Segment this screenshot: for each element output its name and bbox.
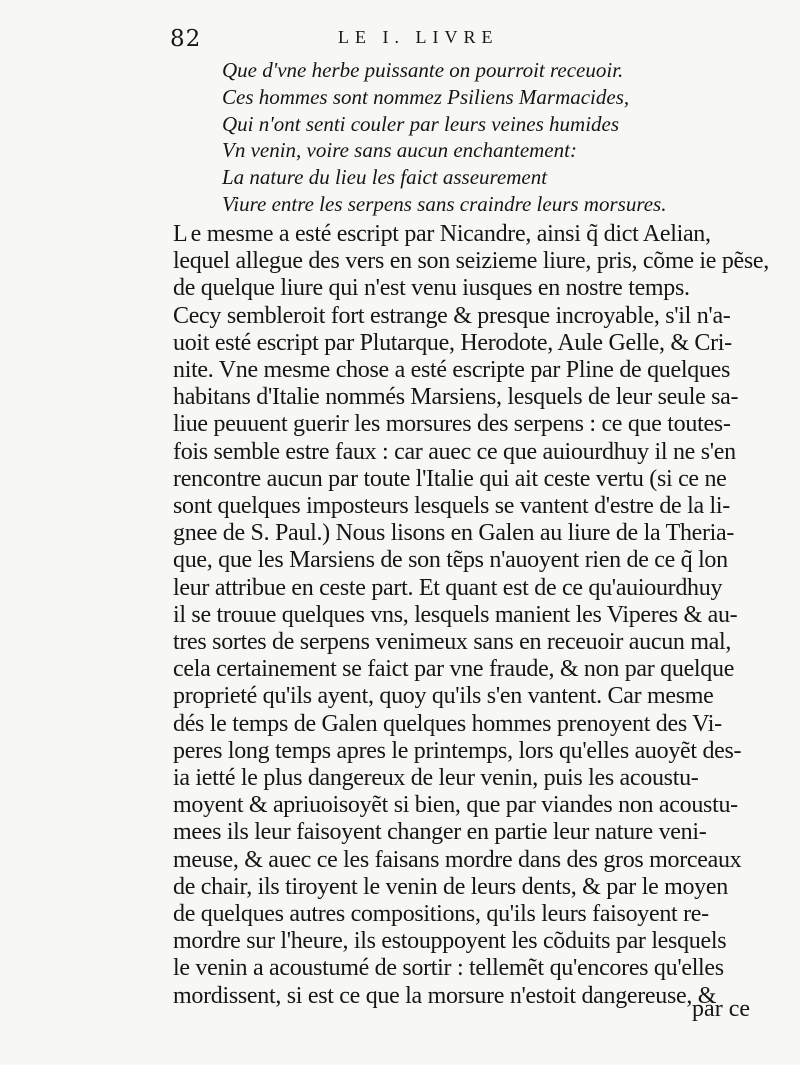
prose-line: moyent & apriuoisoyẽt si bien, que par viandes non acoustu- [173, 792, 738, 819]
prose-line: dés le temps de Galen quelques hommes prenoyent des Vi- [173, 710, 722, 737]
prose-line: que, que les Marsiens de son tẽps n'auoyent rien de ce q̃ lon [173, 547, 728, 574]
prose-line: ia ietté le plus dangereux de leur venin, puis les acoustu- [173, 765, 699, 792]
prose-line: tres sortes de serpens venimeux sans en receuoir aucun mal, [173, 629, 732, 656]
prose-line: de quelques autres compositions, qu'ils leurs faisoyent re- [173, 901, 709, 928]
verse-block [222, 57, 782, 218]
drop-capital: L [173, 221, 191, 247]
prose-line: mordre sur l'heure, ils estouppoyent les cõduits par lesquels [173, 928, 727, 955]
prose-line: cela certainement se faict par vne fraude, & non par quelque [173, 656, 735, 683]
prose-line: de quelque liure qui n'est venu iusques en nostre temps. [173, 275, 690, 302]
prose-line: mees ils leur faisoyent changer en partie leur nature veni- [173, 819, 707, 846]
prose-line: meuse, & auec ce les faisans mordre dans des gros morceaux [173, 846, 742, 873]
prose-line: lequel allegue des vers en son seizieme liure, pris, cõme ie pẽse, [173, 248, 769, 275]
prose-line [173, 221, 783, 248]
prose-line: le venin a acoustumé de sortir : tellemẽt qu'encores qu'elles [173, 955, 724, 982]
prose-line: liue peuuent guerir les morsures des serpens : ce que toutes- [173, 411, 731, 438]
prose-line: proprieté qu'ils ayent, quoy qu'ils s'en vantent. Car mesme [173, 683, 714, 710]
prose-line: gnee de S. Paul.) Nous lisons en Galen au liure de la Theria- [173, 520, 735, 547]
verse-line: Que d'vne herbe puissante on pourroit receuoir. [222, 58, 624, 82]
prose-line: il se trouue quelques vns, lesquels manient les Viperes & au- [173, 601, 738, 628]
prose-line: de chair, ils tiroyent le venin de leurs dents, & par le moyen [173, 873, 728, 900]
verse-line: Qui n'ont senti couler par leurs veines humides [222, 111, 620, 136]
prose-block [173, 221, 783, 1010]
catchword: par ce [692, 996, 750, 1022]
prose-line-text: e mesme a esté escript par Nicandre, ainsi q̃ dict Aelian, [190, 221, 711, 247]
prose-line: sont quelques imposteurs lesquels se vantent d'estre de la li- [173, 493, 730, 520]
page-header [170, 26, 770, 56]
verse-line: Ces hommes sont nommez Psiliens Marmacides, [222, 84, 630, 109]
prose-line: uoit esté escript par Plutarque, Herodote, Aule Gelle, & Cri- [173, 329, 732, 356]
running-head: LE I. LIVRE [338, 27, 499, 47]
prose-line: nite. Vne mesme chose a esté escripte par Pline de quelques [173, 357, 730, 384]
folio-number: 82 [170, 26, 202, 52]
prose-line: Cecy sembleroit fort estrange & presque incroyable, s'il n'a- [173, 302, 731, 329]
prose-line: mordissent, si est ce que la morsure n'estoit dangereuse, & [173, 982, 717, 1009]
prose-line: fois semble estre faux : car auec ce que auiourdhuy il ne s'en [173, 438, 736, 465]
verse-line: La nature du lieu les faict asseurement [222, 165, 548, 190]
verse-line: Vn venin, voire sans aucun enchantement: [222, 138, 577, 163]
prose-line: leur attribue en ceste part. Et quant est de ce qu'auiourdhuy [173, 574, 723, 601]
prose-line: rencontre aucun par toute l'Italie qui ait ceste vertu (si ce ne [173, 465, 727, 492]
verse-line: Viure entre les serpens sans craindre leurs morsures. [222, 191, 667, 216]
prose-line: peres long temps apres le printemps, lors qu'elles auoyẽt des- [173, 737, 742, 764]
prose-line: habitans d'Italie nommés Marsiens, lesquels de leur seule sa- [173, 384, 739, 411]
